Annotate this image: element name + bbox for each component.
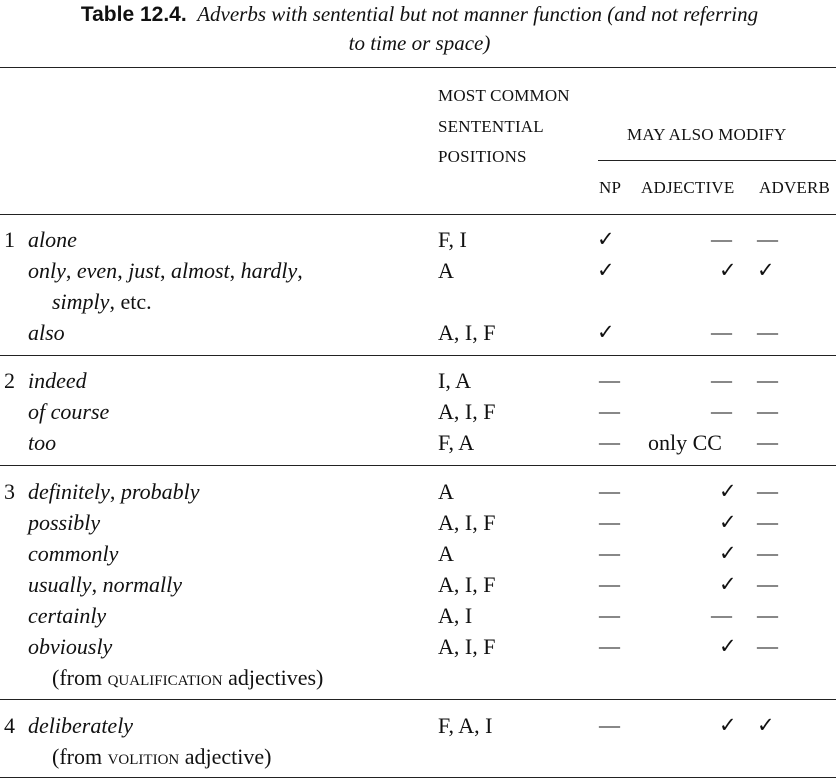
dash-mark: — [757, 634, 778, 658]
dash-mark: — [757, 320, 778, 344]
dash-mark: — [757, 541, 778, 565]
dash-mark: — [757, 227, 778, 251]
dash-mark: — [599, 634, 620, 658]
adverb-commonly: commonly [28, 541, 119, 566]
check-icon: ✓ [719, 510, 737, 534]
dash-mark: — [599, 510, 620, 534]
adjective-only-cc: only CC [648, 430, 722, 455]
header-positions-3: POSITIONS [438, 147, 527, 166]
adverb-alone: alone [28, 227, 77, 252]
caption-line-1: Adverbs with sentential but not manner function (and not referring [197, 2, 759, 26]
header-bottom-rule [0, 214, 836, 215]
positions-certainly: A, I [438, 603, 473, 628]
dash-mark: — [757, 572, 778, 596]
header-adjective: ADJECTIVE [641, 178, 735, 197]
positions-deliberately: F, A, I [438, 713, 493, 738]
dash-mark: — [599, 603, 620, 627]
dash-mark: — [599, 541, 620, 565]
dash-mark: — [599, 713, 620, 737]
positions-only: A [438, 258, 454, 283]
group-number-3: 3 [4, 479, 15, 504]
dash-mark: — [599, 399, 620, 423]
positions-definitely: A [438, 479, 454, 504]
adverb-too: too [28, 430, 57, 455]
adverb-possibly: possibly [28, 510, 101, 535]
positions-indeed: I, A [438, 368, 471, 393]
adverb-only-even-just: only, even, just, almost, hardly, [28, 258, 303, 283]
dash-mark: — [757, 479, 778, 503]
positions-commonly: A [438, 541, 454, 566]
positions-alone: F, I [438, 227, 467, 252]
adverb-usually-normally: usually, normally [28, 572, 183, 597]
dash-mark: — [599, 479, 620, 503]
check-icon: ✓ [719, 479, 737, 503]
check-icon: ✓ [719, 713, 737, 737]
dash-mark: — [599, 368, 620, 392]
positions-also: A, I, F [438, 320, 496, 345]
adverb-simply-etc: simply, etc. [52, 289, 152, 314]
check-icon: ✓ [757, 713, 775, 737]
dash-mark: — [599, 430, 620, 454]
dash-mark: — [711, 320, 732, 344]
dash-mark: — [757, 399, 778, 423]
dash-mark: — [711, 368, 732, 392]
header-adverb: ADVERB [759, 178, 831, 197]
adverb-deliberately: deliberately [28, 713, 134, 738]
dash-mark: — [757, 430, 778, 454]
dash-mark: — [711, 603, 732, 627]
adverb-of-course: of course [28, 399, 110, 424]
dash-mark: — [711, 399, 732, 423]
check-icon: ✓ [597, 258, 615, 282]
group-divider [0, 465, 836, 466]
check-icon: ✓ [597, 320, 615, 344]
header-may-also-modify: MAY ALSO MODIFY [627, 125, 787, 144]
header-sub-rule [598, 160, 836, 161]
adverb-also: also [28, 320, 65, 345]
adverb-indeed: indeed [28, 368, 87, 393]
table-caption [0, 0, 839, 57]
dash-mark: — [599, 572, 620, 596]
positions-possibly: A, I, F [438, 510, 496, 535]
header-np: NP [599, 178, 622, 197]
group-number-4: 4 [4, 713, 15, 738]
note-volition: (from volition adjective) [52, 744, 272, 769]
group-divider [0, 699, 836, 700]
dash-mark: — [711, 227, 732, 251]
positions-too: F, A [438, 430, 475, 455]
check-icon: ✓ [719, 634, 737, 658]
dash-mark: — [757, 368, 778, 392]
adverb-definitely-probably: definitely, probably [28, 479, 200, 504]
table-label: Table 12.4. [80, 3, 187, 26]
header-positions-1: MOST COMMON [438, 86, 570, 105]
check-icon: ✓ [719, 258, 737, 282]
note-qualification: (from qualification adjectives) [52, 665, 324, 690]
top-rule [0, 67, 836, 68]
group-divider [0, 355, 836, 356]
caption-line-2: to time or space) [348, 31, 491, 55]
dash-mark: — [757, 510, 778, 534]
adverb-obviously: obviously [28, 634, 113, 659]
bottom-rule [0, 777, 836, 778]
adverb-certainly: certainly [28, 603, 107, 628]
group-number-1: 1 [4, 227, 15, 252]
group-number-2: 2 [4, 368, 15, 393]
header-positions-2: SENTENTIAL [438, 117, 544, 136]
dash-mark: — [757, 603, 778, 627]
check-icon: ✓ [719, 572, 737, 596]
positions-of-course: A, I, F [438, 399, 496, 424]
check-icon: ✓ [719, 541, 737, 565]
positions-usually: A, I, F [438, 572, 496, 597]
check-icon: ✓ [757, 258, 775, 282]
positions-obviously: A, I, F [438, 634, 496, 659]
check-icon: ✓ [597, 227, 615, 251]
